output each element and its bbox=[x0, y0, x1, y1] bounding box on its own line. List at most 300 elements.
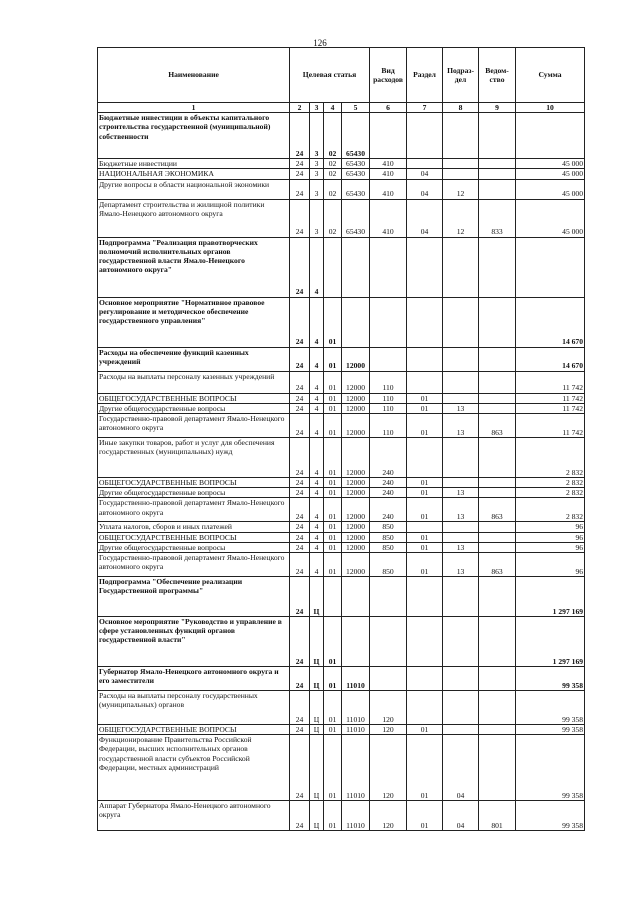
row-name: Основное мероприятие "Руководство и управление в сфере установленных функций органов государственной власти" bbox=[98, 617, 290, 667]
section-cell: 01 bbox=[407, 403, 443, 413]
target-article-direction: 12000 bbox=[342, 532, 370, 542]
expense-type-cell bbox=[370, 237, 407, 297]
target-article-subprogram: 3 bbox=[310, 169, 324, 179]
table-row bbox=[98, 179, 585, 199]
row-name: Расходы на обеспечение функций казенных учреждений bbox=[98, 347, 290, 371]
table-row bbox=[98, 414, 585, 438]
department-cell bbox=[479, 179, 516, 199]
target-article-subprogram: 3 bbox=[310, 159, 324, 169]
target-article-direction: 12000 bbox=[342, 553, 370, 577]
amount-cell: 45 000 bbox=[516, 179, 585, 199]
department-cell bbox=[479, 297, 516, 347]
amount-cell: 11 742 bbox=[516, 414, 585, 438]
expense-type-cell: 120 bbox=[370, 735, 407, 801]
department-cell bbox=[479, 438, 516, 478]
subsection-cell bbox=[443, 438, 479, 478]
target-article-subprogram: Ц bbox=[310, 617, 324, 667]
section-cell: 04 bbox=[407, 179, 443, 199]
section-cell: 01 bbox=[407, 532, 443, 542]
expense-type-cell: 110 bbox=[370, 371, 407, 393]
target-article-direction: 65430 bbox=[342, 199, 370, 237]
target-article-subprogram: 3 bbox=[310, 179, 324, 199]
target-article-subprogram: 4 bbox=[310, 553, 324, 577]
target-article-direction bbox=[342, 297, 370, 347]
amount-cell: 45 000 bbox=[516, 159, 585, 169]
department-cell bbox=[479, 169, 516, 179]
amount-cell: 14 670 bbox=[516, 347, 585, 371]
target-article-program: 24 bbox=[290, 393, 310, 403]
row-name: Подпрограмма "Обеспечение реализации Государственной программы" bbox=[98, 577, 290, 617]
target-article-event: 01 bbox=[324, 667, 342, 691]
target-article-program: 24 bbox=[290, 498, 310, 522]
column-number: 6 bbox=[370, 103, 407, 113]
target-article-event: 01 bbox=[324, 542, 342, 552]
subsection-cell: 13 bbox=[443, 488, 479, 498]
amount-cell: 96 bbox=[516, 553, 585, 577]
subsection-cell: 13 bbox=[443, 498, 479, 522]
table-row bbox=[98, 438, 585, 478]
subsection-cell bbox=[443, 347, 479, 371]
amount-cell: 1 297 169 bbox=[516, 617, 585, 667]
target-article-event: 01 bbox=[324, 297, 342, 347]
target-article-event: 01 bbox=[324, 347, 342, 371]
target-article-program: 24 bbox=[290, 488, 310, 498]
expense-type-cell: 410 bbox=[370, 169, 407, 179]
target-article-program: 24 bbox=[290, 478, 310, 488]
header-department: Ведом-ство bbox=[479, 48, 516, 103]
target-article-event: 01 bbox=[324, 438, 342, 478]
expense-type-cell: 850 bbox=[370, 532, 407, 542]
target-article-program: 24 bbox=[290, 617, 310, 667]
target-article-program: 24 bbox=[290, 179, 310, 199]
amount-cell: 99 358 bbox=[516, 801, 585, 831]
target-article-direction: 12000 bbox=[342, 498, 370, 522]
subsection-cell bbox=[443, 478, 479, 488]
department-cell: 801 bbox=[479, 801, 516, 831]
table-row bbox=[98, 237, 585, 297]
expense-type-cell: 240 bbox=[370, 478, 407, 488]
target-article-program: 24 bbox=[290, 735, 310, 801]
expense-type-cell: 240 bbox=[370, 498, 407, 522]
column-number: 5 bbox=[342, 103, 370, 113]
target-article-program: 24 bbox=[290, 532, 310, 542]
target-article-program: 24 bbox=[290, 542, 310, 552]
subsection-cell bbox=[443, 159, 479, 169]
target-article-event: 01 bbox=[324, 414, 342, 438]
target-article-direction: 12000 bbox=[342, 347, 370, 371]
row-name: Другие общегосударственные вопросы bbox=[98, 542, 290, 552]
target-article-program: 24 bbox=[290, 297, 310, 347]
target-article-event: 01 bbox=[324, 617, 342, 667]
expense-type-cell: 410 bbox=[370, 179, 407, 199]
section-cell: 01 bbox=[407, 488, 443, 498]
table-row bbox=[98, 553, 585, 577]
table-row bbox=[98, 169, 585, 179]
expense-type-cell: 240 bbox=[370, 488, 407, 498]
expense-type-cell: 240 bbox=[370, 438, 407, 478]
expense-type-cell: 110 bbox=[370, 393, 407, 403]
table-row bbox=[98, 522, 585, 532]
target-article-subprogram: 4 bbox=[310, 403, 324, 413]
expense-type-cell bbox=[370, 667, 407, 691]
row-name: Уплата налогов, сборов и иных платежей bbox=[98, 522, 290, 532]
table-row bbox=[98, 735, 585, 801]
target-article-event: 01 bbox=[324, 735, 342, 801]
target-article-event: 01 bbox=[324, 488, 342, 498]
subsection-cell: 04 bbox=[443, 735, 479, 801]
amount-cell: 99 358 bbox=[516, 667, 585, 691]
row-name: Другие общегосударственные вопросы bbox=[98, 488, 290, 498]
subsection-cell bbox=[443, 522, 479, 532]
amount-cell: 2 832 bbox=[516, 478, 585, 488]
department-cell: 863 bbox=[479, 414, 516, 438]
target-article-direction: 65430 bbox=[342, 113, 370, 159]
subsection-cell bbox=[443, 393, 479, 403]
department-cell bbox=[479, 113, 516, 159]
section-cell bbox=[407, 617, 443, 667]
row-name: Губернатор Ямало-Ненецкого автономного округа и его заместители bbox=[98, 667, 290, 691]
table-row bbox=[98, 403, 585, 413]
column-number-row bbox=[98, 103, 585, 113]
department-cell bbox=[479, 532, 516, 542]
amount-cell: 1 297 169 bbox=[516, 577, 585, 617]
target-article-direction: 11010 bbox=[342, 667, 370, 691]
subsection-cell bbox=[443, 725, 479, 735]
target-article-subprogram: 4 bbox=[310, 478, 324, 488]
target-article-direction bbox=[342, 577, 370, 617]
subsection-cell bbox=[443, 617, 479, 667]
target-article-program: 24 bbox=[290, 414, 310, 438]
target-article-subprogram: 4 bbox=[310, 297, 324, 347]
table-row bbox=[98, 542, 585, 552]
table-row bbox=[98, 532, 585, 542]
subsection-cell: 13 bbox=[443, 553, 479, 577]
target-article-program: 24 bbox=[290, 113, 310, 159]
department-cell bbox=[479, 371, 516, 393]
header-amount: Сумма bbox=[516, 48, 585, 103]
department-cell bbox=[479, 577, 516, 617]
table-row bbox=[98, 725, 585, 735]
amount-cell: 11 742 bbox=[516, 393, 585, 403]
budget-table bbox=[97, 47, 585, 831]
row-name: Департамент строительства и жилищной политики Ямало-Ненецкого автономного округа bbox=[98, 199, 290, 237]
section-cell: 01 bbox=[407, 735, 443, 801]
target-article-direction: 65430 bbox=[342, 179, 370, 199]
table-row bbox=[98, 617, 585, 667]
subsection-cell: 12 bbox=[443, 199, 479, 237]
target-article-direction: 65430 bbox=[342, 169, 370, 179]
target-article-event: 01 bbox=[324, 801, 342, 831]
row-name: Государственно-правовой департамент Ямало-Ненецкого автономного округа bbox=[98, 498, 290, 522]
section-cell: 01 bbox=[407, 478, 443, 488]
target-article-event: 01 bbox=[324, 478, 342, 488]
target-article-event: 02 bbox=[324, 159, 342, 169]
header-subsection: Подраз-дел bbox=[443, 48, 479, 103]
target-article-program: 24 bbox=[290, 403, 310, 413]
column-number: 4 bbox=[324, 103, 342, 113]
department-cell bbox=[479, 159, 516, 169]
table-row bbox=[98, 498, 585, 522]
section-cell bbox=[407, 691, 443, 725]
row-name: Бюджетные инвестиции в объекты капитального строительства государственной (муниципальной) собственности bbox=[98, 113, 290, 159]
row-name: Расходы на выплаты персоналу государственных (муниципальных) органов bbox=[98, 691, 290, 725]
subsection-cell: 13 bbox=[443, 542, 479, 552]
row-name: Другие вопросы в области национальной экономики bbox=[98, 179, 290, 199]
table-row bbox=[98, 347, 585, 371]
subsection-cell bbox=[443, 237, 479, 297]
subsection-cell bbox=[443, 667, 479, 691]
table-row bbox=[98, 478, 585, 488]
target-article-subprogram: 4 bbox=[310, 532, 324, 542]
target-article-subprogram: Ц bbox=[310, 667, 324, 691]
section-cell: 01 bbox=[407, 553, 443, 577]
expense-type-cell bbox=[370, 297, 407, 347]
target-article-direction: 12000 bbox=[342, 542, 370, 552]
subsection-cell: 12 bbox=[443, 179, 479, 199]
target-article-subprogram: 4 bbox=[310, 393, 324, 403]
target-article-subprogram: Ц bbox=[310, 735, 324, 801]
expense-type-cell: 850 bbox=[370, 522, 407, 532]
target-article-program: 24 bbox=[290, 801, 310, 831]
expense-type-cell: 850 bbox=[370, 542, 407, 552]
subsection-cell bbox=[443, 532, 479, 542]
department-cell bbox=[479, 347, 516, 371]
amount-cell: 2 832 bbox=[516, 438, 585, 478]
section-cell bbox=[407, 297, 443, 347]
column-number: 9 bbox=[479, 103, 516, 113]
target-article-subprogram: 4 bbox=[310, 542, 324, 552]
subsection-cell: 13 bbox=[443, 403, 479, 413]
subsection-cell bbox=[443, 113, 479, 159]
section-cell: 01 bbox=[407, 542, 443, 552]
section-cell: 01 bbox=[407, 725, 443, 735]
amount-cell: 11 742 bbox=[516, 371, 585, 393]
row-name: Государственно-правовой департамент Ямало-Ненецкого автономного округа bbox=[98, 553, 290, 577]
department-cell bbox=[479, 403, 516, 413]
target-article-event: 01 bbox=[324, 725, 342, 735]
section-cell bbox=[407, 522, 443, 532]
target-article-event: 01 bbox=[324, 403, 342, 413]
expense-type-cell: 110 bbox=[370, 403, 407, 413]
section-cell bbox=[407, 159, 443, 169]
target-article-direction: 12000 bbox=[342, 438, 370, 478]
subsection-cell bbox=[443, 371, 479, 393]
target-article-event: 01 bbox=[324, 498, 342, 522]
table-row bbox=[98, 159, 585, 169]
target-article-direction: 12000 bbox=[342, 393, 370, 403]
target-article-program: 24 bbox=[290, 667, 310, 691]
expense-type-cell: 850 bbox=[370, 553, 407, 577]
department-cell bbox=[479, 735, 516, 801]
target-article-subprogram: 4 bbox=[310, 414, 324, 438]
header-target-article: Целевая статья bbox=[290, 48, 370, 103]
row-name: ОБЩЕГОСУДАРСТВЕННЫЕ ВОПРОСЫ bbox=[98, 393, 290, 403]
table-row bbox=[98, 113, 585, 159]
amount-cell: 96 bbox=[516, 532, 585, 542]
target-article-event: 01 bbox=[324, 522, 342, 532]
amount-cell: 96 bbox=[516, 522, 585, 532]
table-row bbox=[98, 577, 585, 617]
target-article-subprogram: Ц bbox=[310, 691, 324, 725]
amount-cell: 99 358 bbox=[516, 725, 585, 735]
amount-cell: 96 bbox=[516, 542, 585, 552]
section-cell bbox=[407, 347, 443, 371]
row-name: Аппарат Губернатора Ямало-Ненецкого автономного округа bbox=[98, 801, 290, 831]
subsection-cell bbox=[443, 691, 479, 725]
amount-cell: 45 000 bbox=[516, 199, 585, 237]
target-article-direction: 12000 bbox=[342, 371, 370, 393]
amount-cell: 14 670 bbox=[516, 297, 585, 347]
section-cell bbox=[407, 438, 443, 478]
row-name: ОБЩЕГОСУДАРСТВЕННЫЕ ВОПРОСЫ bbox=[98, 725, 290, 735]
department-cell bbox=[479, 617, 516, 667]
table-row bbox=[98, 393, 585, 403]
amount-cell: 2 832 bbox=[516, 498, 585, 522]
target-article-event: 01 bbox=[324, 371, 342, 393]
expense-type-cell: 120 bbox=[370, 691, 407, 725]
target-article-direction: 11010 bbox=[342, 735, 370, 801]
expense-type-cell: 120 bbox=[370, 725, 407, 735]
target-article-program: 24 bbox=[290, 371, 310, 393]
table-row bbox=[98, 297, 585, 347]
amount-cell: 99 358 bbox=[516, 691, 585, 725]
column-number: 2 bbox=[290, 103, 310, 113]
target-article-subprogram: 4 bbox=[310, 522, 324, 532]
department-cell: 833 bbox=[479, 199, 516, 237]
target-article-event: 01 bbox=[324, 393, 342, 403]
row-name: Расходы на выплаты персоналу казенных учреждений bbox=[98, 371, 290, 393]
amount-cell bbox=[516, 113, 585, 159]
target-article-program: 24 bbox=[290, 438, 310, 478]
target-article-event bbox=[324, 577, 342, 617]
target-article-subprogram: Ц bbox=[310, 725, 324, 735]
header-section: Раздел bbox=[407, 48, 443, 103]
subsection-cell bbox=[443, 577, 479, 617]
row-name: Другие общегосударственные вопросы bbox=[98, 403, 290, 413]
target-article-subprogram: 4 bbox=[310, 347, 324, 371]
subsection-cell: 13 bbox=[443, 414, 479, 438]
target-article-program: 24 bbox=[290, 691, 310, 725]
section-cell bbox=[407, 667, 443, 691]
column-number: 7 bbox=[407, 103, 443, 113]
target-article-event: 01 bbox=[324, 532, 342, 542]
expense-type-cell: 410 bbox=[370, 159, 407, 169]
target-article-event: 02 bbox=[324, 179, 342, 199]
target-article-subprogram: Ц bbox=[310, 577, 324, 617]
target-article-direction bbox=[342, 617, 370, 667]
section-cell: 01 bbox=[407, 801, 443, 831]
department-cell bbox=[479, 488, 516, 498]
department-cell bbox=[479, 237, 516, 297]
department-cell bbox=[479, 691, 516, 725]
target-article-event: 01 bbox=[324, 691, 342, 725]
column-number: 1 bbox=[98, 103, 290, 113]
target-article-subprogram: 3 bbox=[310, 113, 324, 159]
department-cell bbox=[479, 478, 516, 488]
target-article-direction: 11010 bbox=[342, 725, 370, 735]
row-name: Функционирование Правительства Российской Федерации, высших исполнительных органов государственной власти субъектов Российской Федерации, местных администраций bbox=[98, 735, 290, 801]
target-article-direction: 12000 bbox=[342, 488, 370, 498]
amount-cell: 11 742 bbox=[516, 403, 585, 413]
department-cell bbox=[479, 542, 516, 552]
header-name: Наименование bbox=[98, 48, 290, 103]
expense-type-cell bbox=[370, 347, 407, 371]
table-row bbox=[98, 691, 585, 725]
target-article-program: 24 bbox=[290, 553, 310, 577]
subsection-cell bbox=[443, 169, 479, 179]
target-article-event: 02 bbox=[324, 199, 342, 237]
row-name: Государственно-правовой департамент Ямало-Ненецкого автономного округа bbox=[98, 414, 290, 438]
amount-cell: 99 358 bbox=[516, 735, 585, 801]
target-article-event: 01 bbox=[324, 553, 342, 577]
target-article-direction bbox=[342, 237, 370, 297]
target-article-subprogram: 4 bbox=[310, 438, 324, 478]
row-name: ОБЩЕГОСУДАРСТВЕННЫЕ ВОПРОСЫ bbox=[98, 532, 290, 542]
target-article-event: 02 bbox=[324, 113, 342, 159]
row-name: Бюджетные инвестиции bbox=[98, 159, 290, 169]
target-article-subprogram: 3 bbox=[310, 199, 324, 237]
table-row bbox=[98, 199, 585, 237]
department-cell: 863 bbox=[479, 498, 516, 522]
target-article-subprogram: 4 bbox=[310, 498, 324, 522]
column-number: 8 bbox=[443, 103, 479, 113]
department-cell bbox=[479, 522, 516, 532]
target-article-direction: 65430 bbox=[342, 159, 370, 169]
target-article-subprogram: 4 bbox=[310, 371, 324, 393]
column-number: 3 bbox=[310, 103, 324, 113]
row-name: Подпрограмма "Реализация правотворческих полномочий исполнительных органов государственной власти Ямало-Ненецкого автономного округа" bbox=[98, 237, 290, 297]
target-article-program: 24 bbox=[290, 522, 310, 532]
target-article-subprogram: Ц bbox=[310, 801, 324, 831]
target-article-program: 24 bbox=[290, 347, 310, 371]
amount-cell: 2 832 bbox=[516, 488, 585, 498]
target-article-direction: 11010 bbox=[342, 801, 370, 831]
target-article-direction: 12000 bbox=[342, 403, 370, 413]
expense-type-cell bbox=[370, 113, 407, 159]
section-cell: 04 bbox=[407, 169, 443, 179]
department-cell: 863 bbox=[479, 553, 516, 577]
expense-type-cell: 120 bbox=[370, 801, 407, 831]
expense-type-cell: 410 bbox=[370, 199, 407, 237]
expense-type-cell bbox=[370, 617, 407, 667]
section-cell: 01 bbox=[407, 393, 443, 403]
department-cell bbox=[479, 667, 516, 691]
section-cell: 01 bbox=[407, 498, 443, 522]
target-article-direction: 12000 bbox=[342, 478, 370, 488]
amount-cell bbox=[516, 237, 585, 297]
target-article-program: 24 bbox=[290, 725, 310, 735]
table-body bbox=[98, 113, 585, 831]
expense-type-cell bbox=[370, 577, 407, 617]
target-article-program: 24 bbox=[290, 159, 310, 169]
target-article-direction: 12000 bbox=[342, 522, 370, 532]
section-cell bbox=[407, 577, 443, 617]
target-article-program: 24 bbox=[290, 199, 310, 237]
amount-cell: 45 000 bbox=[516, 169, 585, 179]
table-row bbox=[98, 371, 585, 393]
section-cell bbox=[407, 237, 443, 297]
target-article-program: 24 bbox=[290, 577, 310, 617]
column-number: 10 bbox=[516, 103, 585, 113]
target-article-subprogram: 4 bbox=[310, 488, 324, 498]
table-row bbox=[98, 488, 585, 498]
row-name: Иные закупки товаров, работ и услуг для обеспечения государственных (муниципальных) нужд bbox=[98, 438, 290, 478]
page-number: 126 bbox=[313, 38, 327, 48]
target-article-direction: 11010 bbox=[342, 691, 370, 725]
row-name: ОБЩЕГОСУДАРСТВЕННЫЕ ВОПРОСЫ bbox=[98, 478, 290, 488]
subsection-cell bbox=[443, 297, 479, 347]
subsection-cell: 04 bbox=[443, 801, 479, 831]
